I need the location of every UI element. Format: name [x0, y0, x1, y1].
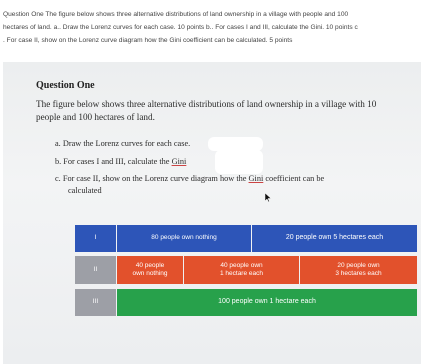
document-item-b-text: b. For cases I and III, calculate the [55, 157, 172, 166]
case-label-ii-text: II [93, 266, 98, 273]
document-heading: Question One [36, 80, 95, 91]
document-item-c-gini: Gini [248, 174, 264, 183]
case-i-cell-1 [117, 225, 251, 252]
case-label-iii-text: III [92, 298, 99, 305]
obscured-patch-2 [215, 150, 263, 174]
case-ii-cell-2 [184, 256, 299, 284]
question-photo [3, 62, 421, 364]
document-item-c-text: c. For case II, show on the Lorenz curve diagram how the [55, 174, 249, 183]
document-body [36, 98, 421, 124]
document-item-c-line-2: calculated [68, 186, 102, 195]
case-iii-cell-1 [117, 289, 417, 316]
case-iii-cell-1-text: 100 people own 1 hectare each [218, 298, 316, 305]
case-label-ii [75, 256, 116, 284]
document-item-c-suffix: coefficient can be [263, 174, 325, 183]
case-ii-cell-1 [117, 256, 183, 284]
document-body-line-1: The figure below shows three alternative distributions of land ownership in a village with 10 [36, 99, 377, 109]
question-header-line-2: hectares of land. a.. Draw the Lorenz curves for each case. 10 points b.. For cases I and III, calculate the Gini. 10 points c [3, 24, 358, 31]
obscured-patch [208, 137, 263, 151]
case-ii-cell-2-text: 40 people own 1 hectare each [219, 262, 263, 277]
case-ii-cell-3 [300, 256, 417, 284]
case-i-cell-2-text: 20 people own 5 hectares each [285, 234, 384, 241]
document-item-b-gini: Gini [171, 157, 187, 166]
document-item-b [55, 157, 186, 166]
case-label-iii [75, 289, 116, 316]
question-header-line-1: Question One The figure below shows three alternative distributions of land ownership in a village with people and 100 [3, 11, 349, 18]
document-body-line-2: people and 100 hectares of land. [36, 112, 155, 122]
question-header-text [3, 8, 417, 47]
document-item-a: a. Draw the Lorenz curves for each case. [55, 139, 191, 148]
case-i-cell-1-text: 80 people own nothing [151, 234, 217, 241]
mouse-cursor-icon [265, 193, 271, 202]
case-label-i-text: I [94, 234, 97, 241]
document-item-c [55, 174, 324, 183]
question-header-line-3: . For case II, show on the Lorenz curve diagram how the Gini coefficient can be calculated. 5 points [3, 37, 293, 44]
case-ii-cell-3-text: 20 people own 3 hectares each [335, 262, 382, 277]
case-ii-cell-1-text: 40 people own nothing [132, 262, 168, 277]
case-label-i [75, 225, 116, 252]
case-i-cell-2 [252, 225, 417, 252]
